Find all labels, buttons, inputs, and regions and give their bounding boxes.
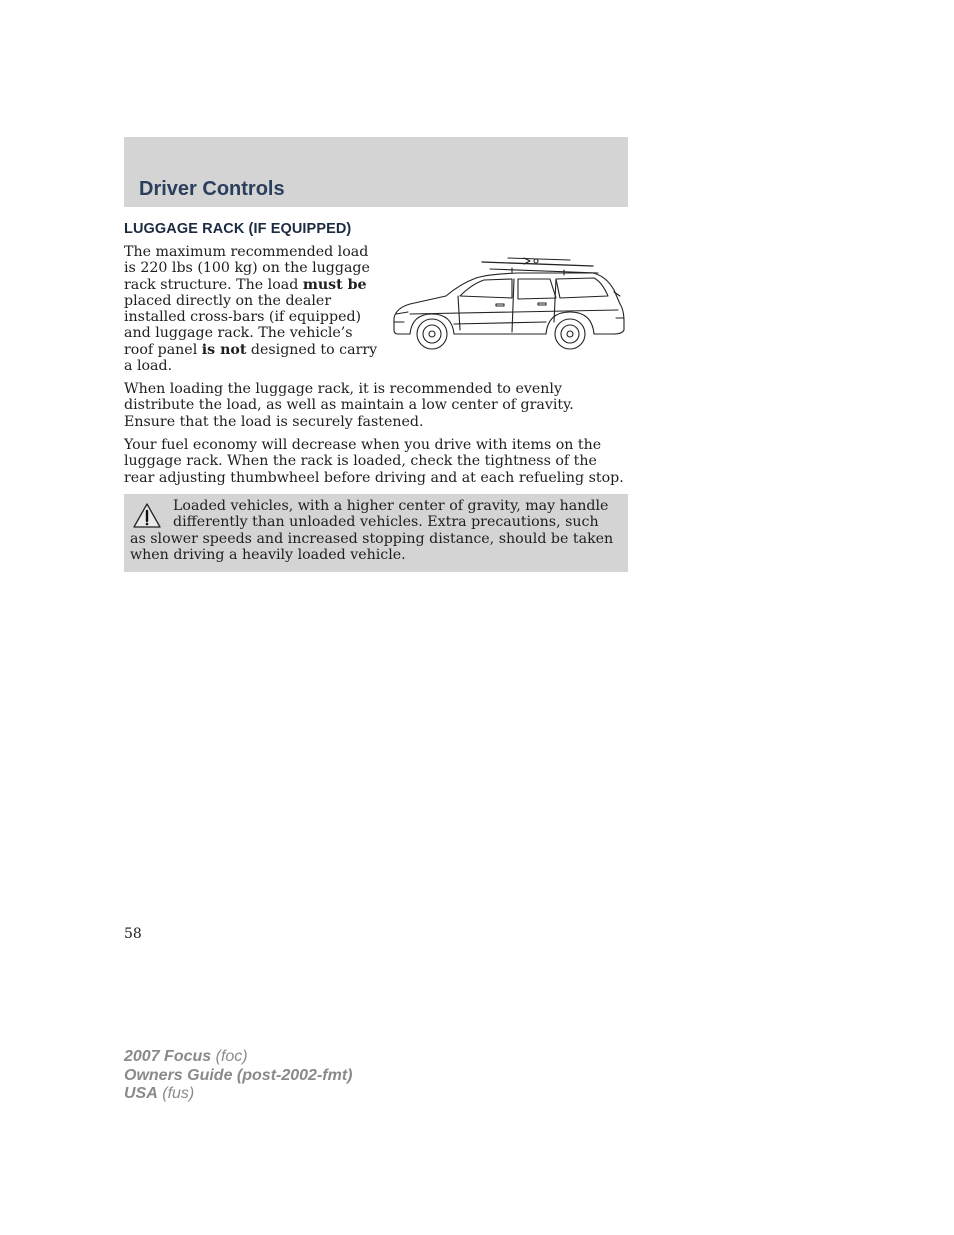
- page-number: 58: [124, 926, 142, 942]
- footer-model-code: (foc): [215, 1048, 248, 1065]
- section-heading: LUGGAGE RACK (IF EQUIPPED): [124, 221, 352, 237]
- p1-emphasis-must-be: must be: [302, 276, 367, 293]
- p1-text-c: placed directly on the dealer installed cross-bars (if equipped) and luggage rack. The vehicle’s roof panel: [124, 292, 362, 358]
- warning-text-block: [130, 498, 618, 563]
- section-header-band: [124, 137, 628, 207]
- footer-market: USA: [124, 1085, 158, 1102]
- footer-line-2: [124, 1067, 352, 1086]
- p1-text-a: The maximum recommended load is 220 lbs (100 kg) on the luggage rack structure. The load: [124, 244, 370, 293]
- warning-icon-spacer: [130, 498, 173, 528]
- warning-text: Loaded vehicles, with a higher center of gravity, may handle differently than unloaded vehicles. Extra precautions, such as slower speeds and increased stopping distance, should be taken when driving a heavily loaded vehicle.: [130, 498, 614, 563]
- footer-line-1: [124, 1048, 352, 1067]
- footer-line-3: [124, 1085, 352, 1104]
- p1-text-d: designed to carry a load.: [124, 341, 378, 375]
- paragraph-loading-distribution: When loading the luggage rack, it is recommended to evenly distribute the load, as well as maintain a low center of gravity. Ensure that the load is securely fastened.: [124, 381, 574, 430]
- warning-box: [124, 494, 628, 572]
- paragraph-fuel-economy: Your fuel economy will decrease when you drive with items on the luggage rack. When the rack is loaded, check the tightness of the rear adjusting thumbwheel before driving and at each refueling stop.: [124, 437, 624, 486]
- document-footer: [124, 1048, 352, 1104]
- car-with-roof-rack-illustration: [388, 252, 628, 354]
- paragraph-max-load: [124, 244, 378, 374]
- footer-guide: Owners Guide (post-2002-fmt): [124, 1066, 353, 1084]
- footer-model: 2007 Focus: [124, 1048, 212, 1065]
- footer-market-code: (fus): [162, 1085, 195, 1102]
- p1-emphasis-is-not: is not: [201, 341, 247, 358]
- chapter-title: Driver Controls: [139, 178, 285, 200]
